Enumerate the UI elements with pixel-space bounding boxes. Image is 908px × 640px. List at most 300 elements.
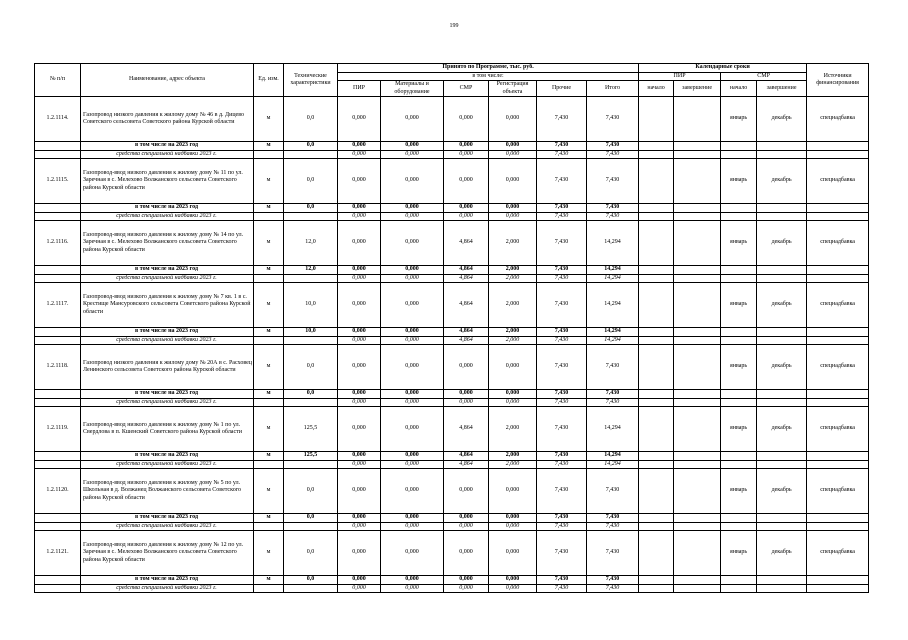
row-number: 1.2.1115. [35, 159, 81, 204]
materials-value: 0,000 [381, 531, 444, 576]
year-other: 7,430 [537, 142, 587, 151]
year-total: 7,430 [587, 576, 639, 585]
smr-end: декабрь [757, 159, 807, 204]
blank-cell [35, 584, 81, 593]
unit: м [254, 159, 284, 204]
blank-cell [639, 584, 674, 593]
source: спецнадбавка [807, 159, 869, 204]
blank-cell [807, 150, 869, 159]
total-value: 7,430 [587, 159, 639, 204]
special-materials: 0,000 [381, 150, 444, 159]
year-label: в том числе на 2023 год [81, 328, 254, 337]
header-materials: Материалы и оборудование [381, 81, 444, 97]
materials-value: 0,000 [381, 345, 444, 390]
special-pir: 0,000 [338, 584, 381, 593]
year-other: 7,430 [537, 514, 587, 523]
special-total: 14,294 [587, 274, 639, 283]
source: спецнадбавка [807, 531, 869, 576]
unit: м [254, 97, 284, 142]
blank-cell [674, 328, 721, 337]
blank-cell [807, 576, 869, 585]
blank-cell [35, 390, 81, 399]
year-pir: 0,000 [338, 576, 381, 585]
blank-cell [721, 514, 757, 523]
smr-value: 0,000 [444, 531, 489, 576]
special-pir: 0,000 [338, 460, 381, 469]
special-smr: 0,000 [444, 522, 489, 531]
total-value: 14,294 [587, 407, 639, 452]
blank-cell [284, 274, 338, 283]
table-row-year [35, 204, 869, 213]
year-smr: 0,000 [444, 514, 489, 523]
special-pir: 0,000 [338, 522, 381, 531]
blank-cell [674, 274, 721, 283]
special-total: 7,430 [587, 398, 639, 407]
table-row-special [35, 522, 869, 531]
special-label: средства специальной надбавки 2023 г. [81, 336, 254, 345]
smr-value: 4,864 [444, 283, 489, 328]
year-total: 14,294 [587, 328, 639, 337]
header-other: Прочие [537, 81, 587, 97]
blank-cell [757, 522, 807, 531]
year-smr: 0,000 [444, 142, 489, 151]
blank-cell [254, 150, 284, 159]
blank-cell [284, 522, 338, 531]
object-name: Газопровод-ввод низкого давления к жилому дому № 5 по ул. Школьная в д. Волжанец Волжанского сельсовета Советского района Курской области [81, 469, 254, 514]
blank-cell [254, 336, 284, 345]
year-materials: 0,000 [381, 204, 444, 213]
special-pir: 0,000 [338, 212, 381, 221]
year-registration: 2,000 [489, 328, 537, 337]
table-row-year [35, 142, 869, 151]
special-registration: 0,000 [489, 212, 537, 221]
year-smr: 0,000 [444, 576, 489, 585]
year-registration: 2,000 [489, 266, 537, 275]
pir-start [639, 97, 674, 142]
blank-cell [721, 452, 757, 461]
blank-cell [757, 142, 807, 151]
blank-cell [284, 398, 338, 407]
special-materials: 0,000 [381, 212, 444, 221]
blank-cell [721, 274, 757, 283]
year-registration: 0,000 [489, 576, 537, 585]
special-registration: 0,000 [489, 150, 537, 159]
blank-cell [757, 204, 807, 213]
blank-cell [721, 204, 757, 213]
table-row-year [35, 328, 869, 337]
blank-cell [254, 398, 284, 407]
blank-cell [639, 142, 674, 151]
unit: м [254, 283, 284, 328]
blank-cell [284, 150, 338, 159]
header-smr-start: начало [721, 81, 757, 97]
year-other: 7,430 [537, 452, 587, 461]
year-registration: 0,000 [489, 204, 537, 213]
blank-cell [721, 522, 757, 531]
blank-cell [674, 212, 721, 221]
smr-value: 0,000 [444, 159, 489, 204]
total-value: 7,430 [587, 97, 639, 142]
blank-cell [757, 336, 807, 345]
year-total: 7,430 [587, 142, 639, 151]
tech-value: 0,0 [284, 159, 338, 204]
blank-cell [721, 576, 757, 585]
pir-start [639, 221, 674, 266]
special-pir: 0,000 [338, 150, 381, 159]
blank-cell [284, 336, 338, 345]
header-program: Принято по Программе, тыс. руб. [338, 64, 639, 73]
blank-cell [639, 514, 674, 523]
blank-cell [674, 460, 721, 469]
blank-cell [721, 150, 757, 159]
table-row [35, 345, 869, 390]
pir-end [674, 159, 721, 204]
year-materials: 0,000 [381, 142, 444, 151]
blank-cell [757, 266, 807, 275]
year-pir: 0,000 [338, 266, 381, 275]
table-row [35, 221, 869, 266]
year-materials: 0,000 [381, 514, 444, 523]
year-total: 7,430 [587, 204, 639, 213]
smr-start: январь [721, 221, 757, 266]
objects-table [34, 63, 869, 593]
year-total: 14,294 [587, 452, 639, 461]
row-number: 1.2.1120. [35, 469, 81, 514]
year-unit: м [254, 514, 284, 523]
blank-cell [639, 274, 674, 283]
blank-cell [721, 266, 757, 275]
blank-cell [35, 150, 81, 159]
special-pir: 0,000 [338, 336, 381, 345]
year-materials: 0,000 [381, 576, 444, 585]
special-label: средства специальной надбавки 2023 г. [81, 398, 254, 407]
blank-cell [674, 266, 721, 275]
table-row-year [35, 266, 869, 275]
table-row-special [35, 584, 869, 593]
year-unit: м [254, 142, 284, 151]
other-value: 7,430 [537, 407, 587, 452]
special-registration: 0,000 [489, 398, 537, 407]
year-unit: м [254, 266, 284, 275]
blank-cell [807, 522, 869, 531]
pir-start [639, 469, 674, 514]
registration-value: 2,000 [489, 407, 537, 452]
smr-end: декабрь [757, 283, 807, 328]
object-name: Газопровод низкого давления к жилому дому № 46 в д. Дицево Советского сельсовета Советского района Курской области [81, 97, 254, 142]
source: спецнадбавка [807, 221, 869, 266]
special-total: 7,430 [587, 150, 639, 159]
table-row-special [35, 460, 869, 469]
smr-value: 4,864 [444, 407, 489, 452]
blank-cell [721, 142, 757, 151]
header-name: Наименование, адрес объекта [81, 64, 254, 97]
year-label: в том числе на 2023 год [81, 390, 254, 399]
blank-cell [757, 460, 807, 469]
row-number: 1.2.1121. [35, 531, 81, 576]
year-label: в том числе на 2023 год [81, 142, 254, 151]
blank-cell [639, 522, 674, 531]
materials-value: 0,000 [381, 469, 444, 514]
special-total: 7,430 [587, 522, 639, 531]
blank-cell [674, 452, 721, 461]
other-value: 7,430 [537, 159, 587, 204]
special-smr: 4,864 [444, 274, 489, 283]
other-value: 7,430 [537, 97, 587, 142]
blank-cell [35, 142, 81, 151]
blank-cell [757, 150, 807, 159]
year-materials: 0,000 [381, 452, 444, 461]
table-row [35, 97, 869, 142]
smr-end: декабрь [757, 345, 807, 390]
special-other: 7,430 [537, 398, 587, 407]
special-label: средства специальной надбавки 2023 г. [81, 212, 254, 221]
smr-value: 0,000 [444, 469, 489, 514]
smr-start: январь [721, 283, 757, 328]
year-other: 7,430 [537, 266, 587, 275]
blank-cell [674, 204, 721, 213]
unit: м [254, 469, 284, 514]
total-value: 7,430 [587, 469, 639, 514]
special-total: 14,294 [587, 336, 639, 345]
year-smr: 4,864 [444, 266, 489, 275]
blank-cell [639, 460, 674, 469]
unit: м [254, 345, 284, 390]
smr-end: декабрь [757, 469, 807, 514]
blank-cell [35, 266, 81, 275]
blank-cell [721, 212, 757, 221]
year-tech: 0,0 [284, 204, 338, 213]
pir-end [674, 469, 721, 514]
blank-cell [35, 452, 81, 461]
tech-value: 0,0 [284, 345, 338, 390]
blank-cell [757, 212, 807, 221]
blank-cell [254, 460, 284, 469]
year-other: 7,430 [537, 204, 587, 213]
year-tech: 10,0 [284, 328, 338, 337]
blank-cell [639, 398, 674, 407]
pir-value: 0,000 [338, 221, 381, 266]
smr-start: январь [721, 469, 757, 514]
blank-cell [674, 142, 721, 151]
blank-cell [35, 336, 81, 345]
materials-value: 0,000 [381, 283, 444, 328]
blank-cell [639, 266, 674, 275]
table-row-special [35, 150, 869, 159]
blank-cell [807, 266, 869, 275]
blank-cell [674, 514, 721, 523]
year-pir: 0,000 [338, 452, 381, 461]
blank-cell [639, 328, 674, 337]
tech-value: 10,0 [284, 283, 338, 328]
total-value: 14,294 [587, 221, 639, 266]
blank-cell [674, 584, 721, 593]
year-label: в том числе на 2023 год [81, 452, 254, 461]
object-name: Газопровод-ввод низкого давления к жилому дому № 12 по ул. Заречная в с. Мелехово Волжанского сельсовета Советского района Курской области [81, 531, 254, 576]
year-unit: м [254, 390, 284, 399]
pir-value: 0,000 [338, 283, 381, 328]
blank-cell [721, 328, 757, 337]
table-row-year [35, 576, 869, 585]
year-label: в том числе на 2023 год [81, 204, 254, 213]
table-row [35, 531, 869, 576]
year-label: в том числе на 2023 год [81, 576, 254, 585]
header-tech: Технические характеристики [284, 64, 338, 97]
registration-value: 2,000 [489, 283, 537, 328]
tech-value: 0,0 [284, 97, 338, 142]
smr-start: январь [721, 345, 757, 390]
blank-cell [254, 212, 284, 221]
blank-cell [674, 390, 721, 399]
year-registration: 0,000 [489, 514, 537, 523]
pir-value: 0,000 [338, 407, 381, 452]
blank-cell [807, 336, 869, 345]
special-materials: 0,000 [381, 522, 444, 531]
table-body [35, 97, 869, 593]
blank-cell [284, 460, 338, 469]
blank-cell [807, 452, 869, 461]
pir-end [674, 283, 721, 328]
smr-start: январь [721, 407, 757, 452]
materials-value: 0,000 [381, 221, 444, 266]
special-other: 7,430 [537, 460, 587, 469]
blank-cell [807, 514, 869, 523]
blank-cell [254, 274, 284, 283]
special-registration: 2,000 [489, 460, 537, 469]
year-registration: 0,000 [489, 390, 537, 399]
materials-value: 0,000 [381, 159, 444, 204]
header-pir: ПИР [338, 81, 381, 97]
table-row [35, 159, 869, 204]
blank-cell [721, 398, 757, 407]
tech-value: 0,0 [284, 531, 338, 576]
registration-value: 0,000 [489, 97, 537, 142]
special-smr: 0,000 [444, 150, 489, 159]
special-total: 7,430 [587, 584, 639, 593]
year-tech: 0,0 [284, 142, 338, 151]
blank-cell [35, 398, 81, 407]
page-number: 199 [449, 23, 459, 29]
year-other: 7,430 [537, 576, 587, 585]
year-unit: м [254, 204, 284, 213]
smr-start: январь [721, 159, 757, 204]
row-number: 1.2.1114. [35, 97, 81, 142]
blank-cell [639, 150, 674, 159]
blank-cell [639, 452, 674, 461]
blank-cell [674, 398, 721, 407]
year-total: 7,430 [587, 514, 639, 523]
blank-cell [35, 212, 81, 221]
blank-cell [639, 576, 674, 585]
year-pir: 0,000 [338, 514, 381, 523]
total-value: 7,430 [587, 345, 639, 390]
blank-cell [674, 336, 721, 345]
year-materials: 0,000 [381, 266, 444, 275]
unit: м [254, 407, 284, 452]
year-materials: 0,000 [381, 328, 444, 337]
blank-cell [254, 522, 284, 531]
special-smr: 4,864 [444, 336, 489, 345]
blank-cell [807, 584, 869, 593]
row-number: 1.2.1116. [35, 221, 81, 266]
year-tech: 0,0 [284, 390, 338, 399]
registration-value: 0,000 [489, 469, 537, 514]
row-number: 1.2.1117. [35, 283, 81, 328]
year-label: в том числе на 2023 год [81, 514, 254, 523]
object-name: Газопровод низкого давления к жилому дому № 20А в с. Расховец Ленинского сельсовета Советского района Курской области [81, 345, 254, 390]
table-row [35, 407, 869, 452]
blank-cell [35, 514, 81, 523]
other-value: 7,430 [537, 469, 587, 514]
table-row [35, 283, 869, 328]
special-other: 7,430 [537, 212, 587, 221]
blank-cell [674, 150, 721, 159]
unit: м [254, 531, 284, 576]
header-incl: в том числе: [338, 72, 639, 81]
header-unit: Ед. изм. [254, 64, 284, 97]
year-smr: 4,864 [444, 452, 489, 461]
blank-cell [639, 204, 674, 213]
other-value: 7,430 [537, 531, 587, 576]
pir-start [639, 407, 674, 452]
special-pir: 0,000 [338, 398, 381, 407]
year-pir: 0,000 [338, 142, 381, 151]
blank-cell [807, 274, 869, 283]
pir-value: 0,000 [338, 469, 381, 514]
pir-end [674, 407, 721, 452]
special-smr: 0,000 [444, 398, 489, 407]
other-value: 7,430 [537, 283, 587, 328]
year-materials: 0,000 [381, 390, 444, 399]
special-total: 14,294 [587, 460, 639, 469]
pir-end [674, 221, 721, 266]
source: спецнадбавка [807, 97, 869, 142]
special-smr: 4,864 [444, 460, 489, 469]
object-name: Газопровод-ввод низкого давления к жилому дому № 1 по ул. Свердлова в п. Кшенский Советского района Курской области [81, 407, 254, 452]
special-smr: 0,000 [444, 584, 489, 593]
registration-value: 0,000 [489, 531, 537, 576]
header-cal-smr: СМР [721, 72, 807, 81]
blank-cell [807, 398, 869, 407]
blank-cell [807, 390, 869, 399]
special-label: средства специальной надбавки 2023 г. [81, 274, 254, 283]
table-row-special [35, 336, 869, 345]
special-label: средства специальной надбавки 2023 г. [81, 150, 254, 159]
blank-cell [284, 212, 338, 221]
row-number: 1.2.1118. [35, 345, 81, 390]
unit: м [254, 221, 284, 266]
blank-cell [807, 142, 869, 151]
year-label: в том числе на 2023 год [81, 266, 254, 275]
smr-end: декабрь [757, 221, 807, 266]
special-label: средства специальной надбавки 2023 г. [81, 522, 254, 531]
year-other: 7,430 [537, 390, 587, 399]
blank-cell [721, 584, 757, 593]
blank-cell [757, 274, 807, 283]
blank-cell [807, 460, 869, 469]
blank-cell [35, 274, 81, 283]
special-registration: 0,000 [489, 584, 537, 593]
special-materials: 0,000 [381, 274, 444, 283]
tech-value: 125,5 [284, 407, 338, 452]
pir-start [639, 531, 674, 576]
smr-start: январь [721, 97, 757, 142]
tech-value: 12,0 [284, 221, 338, 266]
blank-cell [639, 390, 674, 399]
year-total: 14,294 [587, 266, 639, 275]
blank-cell [35, 522, 81, 531]
smr-value: 4,864 [444, 221, 489, 266]
blank-cell [284, 584, 338, 593]
